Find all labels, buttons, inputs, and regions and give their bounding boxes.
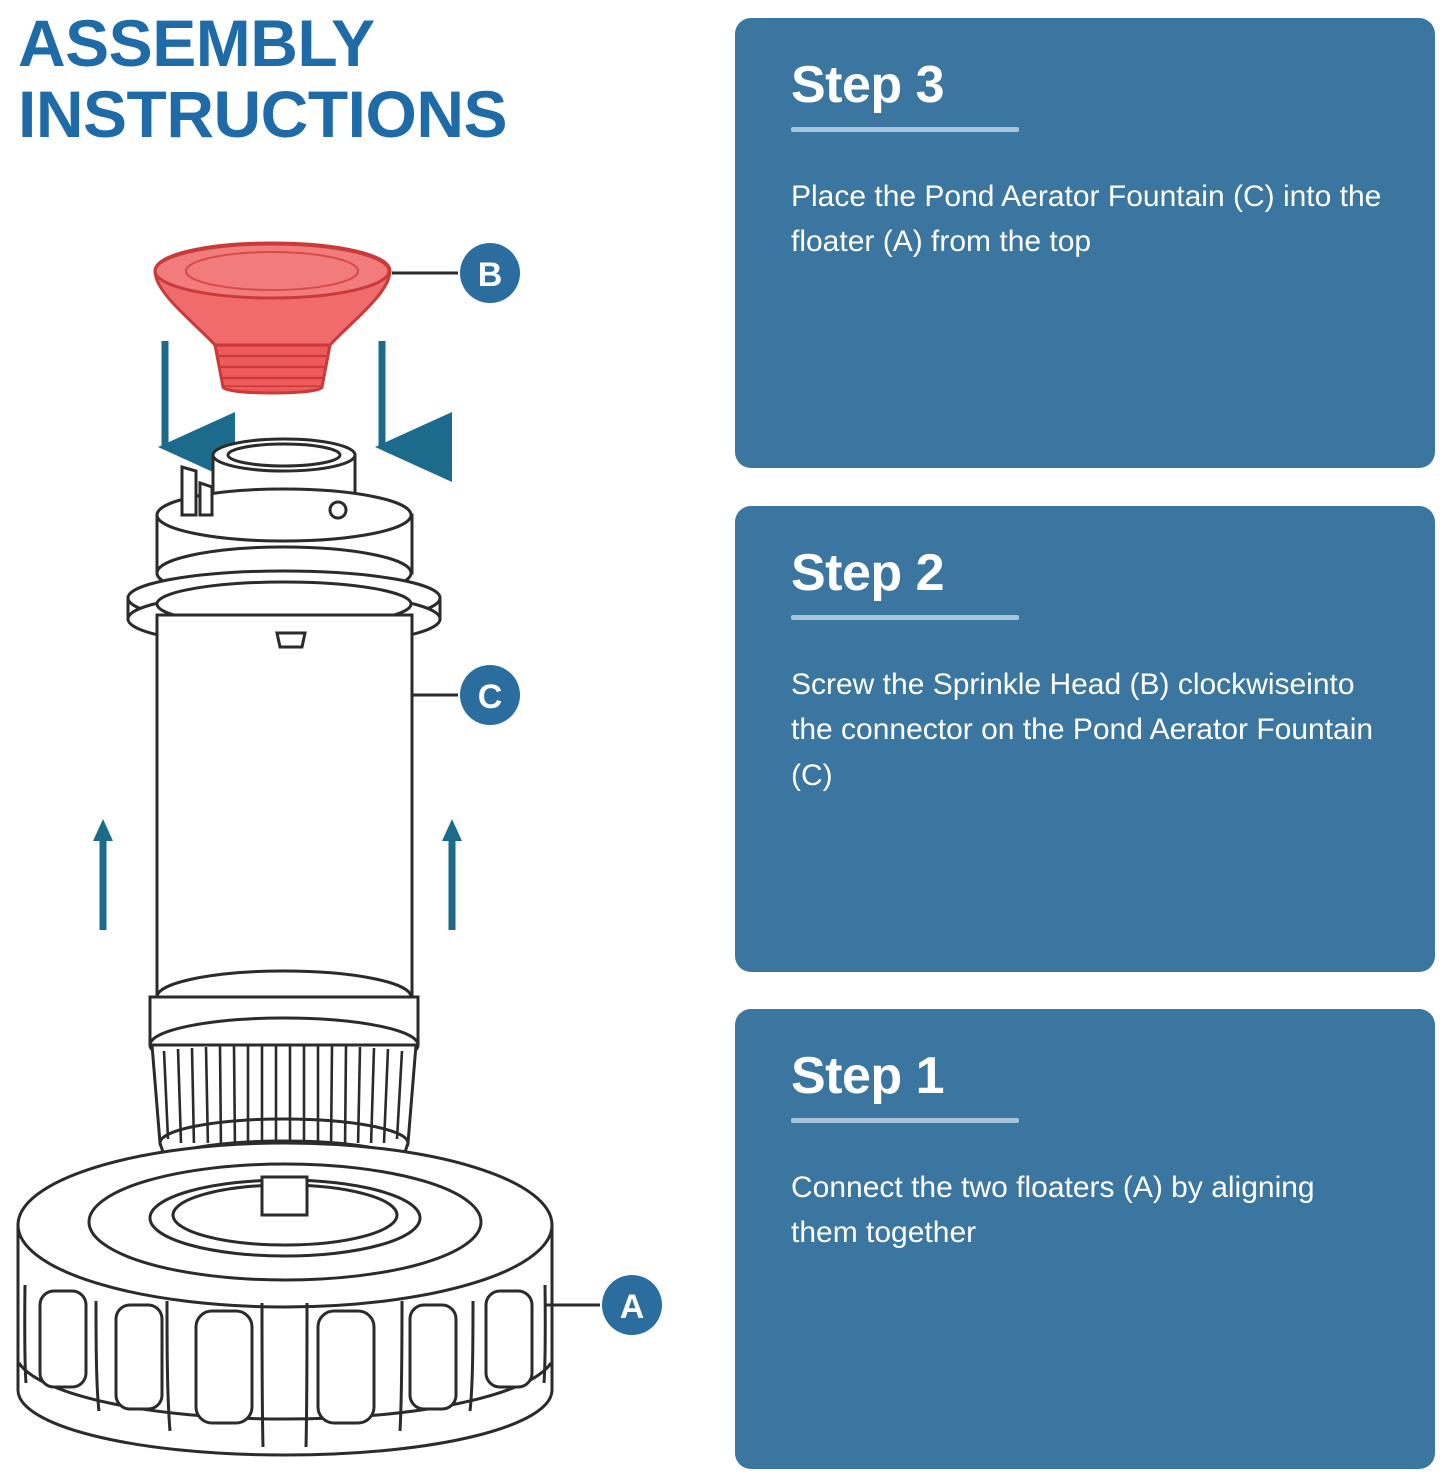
part-floater xyxy=(18,1143,552,1455)
step-2-divider xyxy=(791,615,1019,620)
part-pond-aerator-fountain xyxy=(128,439,440,1181)
page-title xyxy=(18,8,718,151)
step-2-body: Screw the Sprinkle Head (B) clockwiseinto the connector on the Pond Aerator Fountain (C) xyxy=(791,667,1374,792)
step-1-divider xyxy=(791,1118,1019,1123)
step-card-1 xyxy=(735,1009,1435,1469)
callout-c xyxy=(412,665,520,725)
callout-c-label: C xyxy=(477,678,503,716)
step-1-heading: Step 1 xyxy=(791,1047,945,1105)
steps-panel xyxy=(730,0,1445,1479)
callout-a xyxy=(545,1275,662,1335)
page-title-line-2: INSTRUCTIONS xyxy=(18,77,507,152)
arrow-up-left xyxy=(93,819,113,930)
callout-a-label: A xyxy=(619,1288,645,1326)
step-3-divider xyxy=(791,127,1019,132)
part-sprinkle-head xyxy=(155,243,390,393)
step-card-3 xyxy=(735,18,1435,468)
callout-b-label: B xyxy=(477,256,503,294)
step-card-2 xyxy=(735,506,1435,972)
callout-b xyxy=(392,243,520,303)
step-2-heading: Step 2 xyxy=(791,544,945,602)
exploded-assembly-diagram xyxy=(0,215,730,1479)
step-3-heading: Step 3 xyxy=(791,56,945,114)
arrow-up-right xyxy=(442,819,462,930)
page-title-line-1: ASSEMBLY xyxy=(18,6,375,80)
step-1-body: Connect the two floaters (A) by aligning them together xyxy=(791,1170,1315,1250)
step-3-body: Place the Pond Aerator Fountain (C) into the floater (A) from the top xyxy=(791,179,1382,259)
